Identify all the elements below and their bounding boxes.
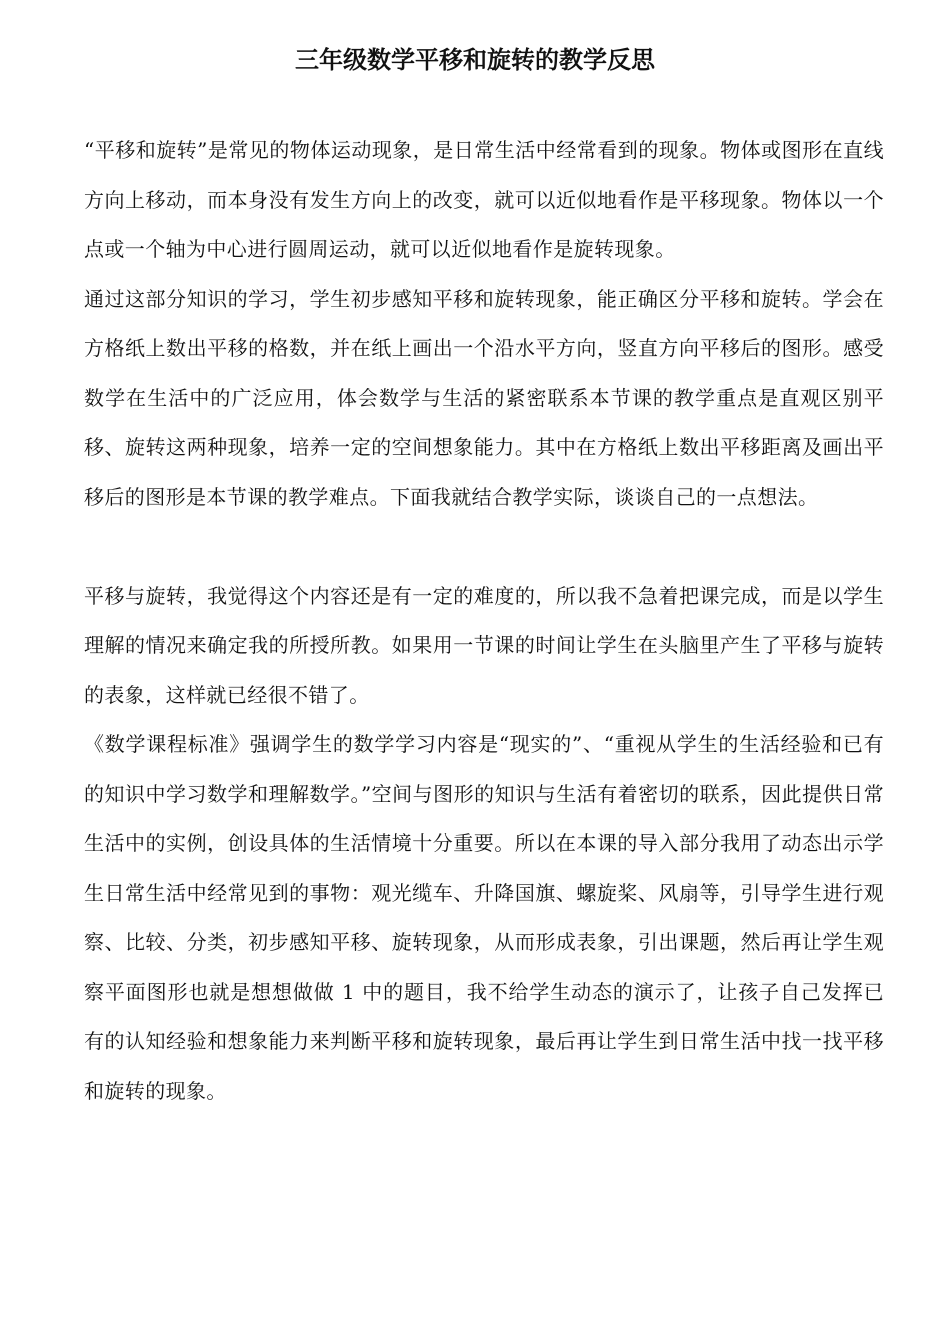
paragraph-curriculum: 《数学课程标准》强调学生的数学学习内容是“现实的”、“重视从学生的生活经验和已有的知识中学习数学和理解数学。”空间与图形的知识与生活有着密切的联系，因此提供日常生活中的实例，创设具体的生活情境十分重要。所以在本课的导入部分我用了动态出示学生日常生活中经常见到的事物：观光缆车、升降国旗、螺旋桨、风扇等，引导学生进行观察、比较、分类，初步感知平移、旋转现象，从而形成表象，引出课题，然后再让学生观察平面图形也就是想想做做 1 中的题目，我不给学生动态的演示了，让孩子自己发挥已有的认知经验和想象能力来判断平移和旋转现象，最后再让学生到日常生活中找一找平移和旋转的现象。 — [84, 732, 884, 1103]
paragraph-objectives: 通过这部分知识的学习，学生初步感知平移和旋转现象，能正确区分平移和旋转。学会在方格纸上数出平移的格数，并在纸上画出一个沿水平方向，竖直方向平移后的图形。感受数学在生活中的广泛应用，体会数学与生活的紧密联系本节课的教学重点是直观区别平移、旋转这两种现象，培养一定的空间想象能力。其中在方格纸上数出平移距离及画出平移后的图形是本节课的教学难点。下面我就结合教学实际，谈谈自己的一点想法。 — [84, 286, 884, 509]
paragraph-spacer — [84, 522, 884, 572]
document-body — [84, 126, 884, 1116]
document-title: 三年级数学平移和旋转的教学反思 — [295, 46, 655, 74]
paragraph-intro: “平移和旋转”是常见的物体运动现象，是日常生活中经常看到的现象。物体或图形在直线方向上移动，而本身没有发生方向上的改变，就可以近似地看作是平移现象。物体以一个点或一个轴为中心进行圆周运动，就可以近似地看作是旋转现象。 — [84, 138, 884, 261]
paragraph-difficulty: 平移与旋转，我觉得这个内容还是有一定的难度的，所以我不急着把课完成，而是以学生理解的情况来确定我的所授所教。如果用一节课的时间让学生在头脑里产生了平移与旋转的表象，这样就已经很不错了。 — [84, 583, 884, 707]
